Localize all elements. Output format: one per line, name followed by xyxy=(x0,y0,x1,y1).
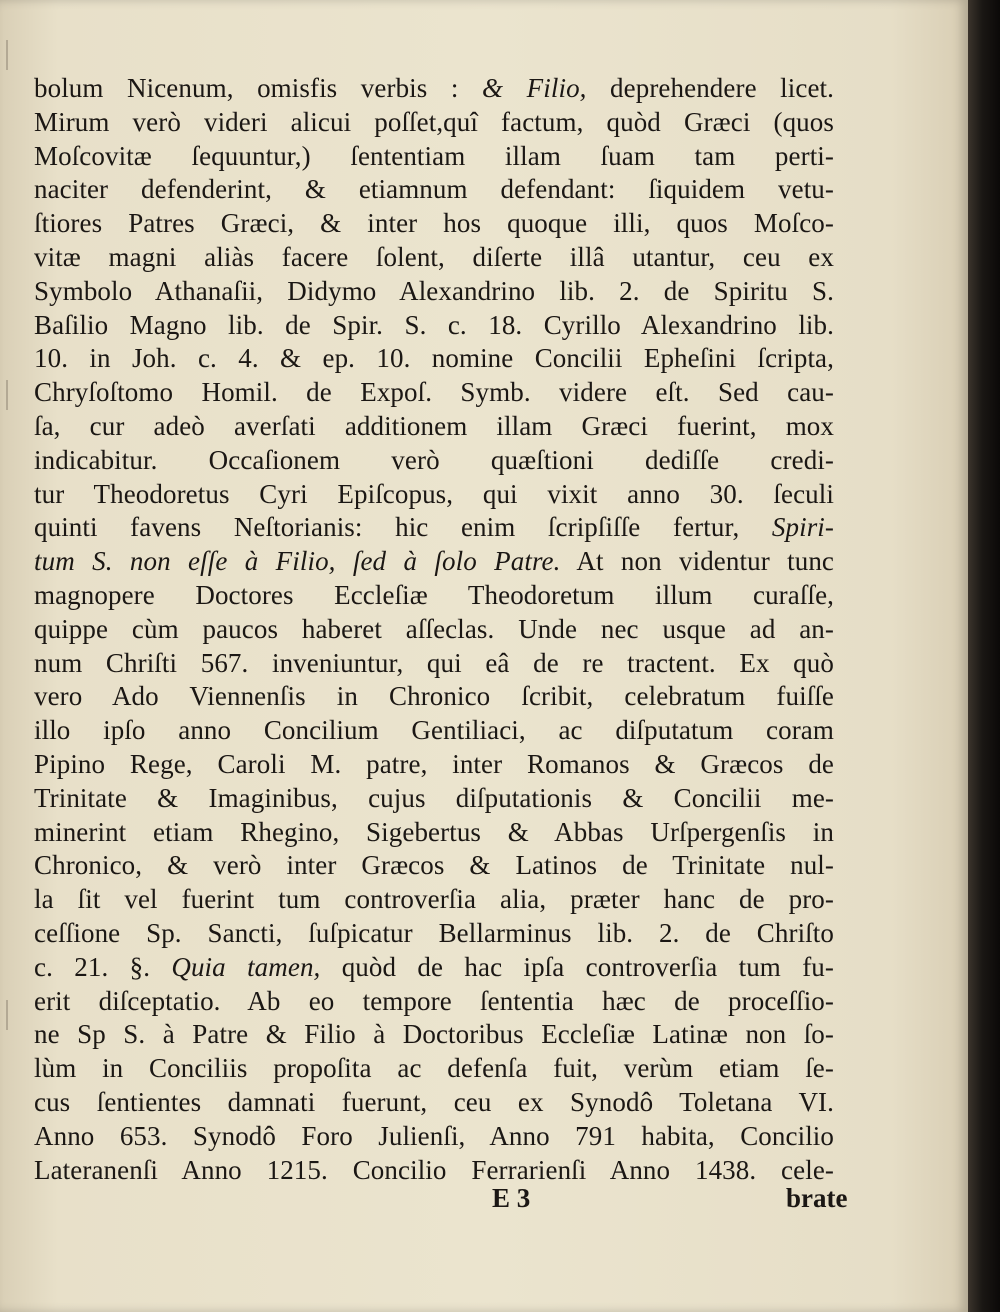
text-line xyxy=(34,1084,834,1120)
text-line xyxy=(34,205,834,241)
roman-text: vitæ magni aliàs facere ſolent, diſerte illâ utantur, ceu ex xyxy=(34,242,834,272)
roman-text: ne Sp S. à Patre & Filio à Doctoribus Eccleſiæ Latinæ non ſo- xyxy=(34,1019,834,1049)
roman-text: lùm in Conciliis propoſita ac defenſa fuit, verùm etiam ſe- xyxy=(34,1053,834,1083)
text-line xyxy=(34,476,834,512)
text-line xyxy=(34,712,834,748)
italic-text: Quia tamen, xyxy=(171,952,321,982)
page-footer xyxy=(0,1180,968,1216)
text-line xyxy=(34,543,834,579)
roman-text: vero Ado Viennenſis in Chronico ſcribit, celebratum fuiſſe xyxy=(34,681,834,711)
text-line xyxy=(34,983,834,1019)
roman-text: Moſcovitæ ſequuntur,) ſententiam illam ſuam tam perti- xyxy=(34,141,834,171)
roman-text: naciter defenderint, & etiamnum defendant: ſiquidem vetu- xyxy=(34,174,834,204)
roman-text: num Chriſti 567. inveniuntur, qui eâ de re tractent. Ex quò xyxy=(34,648,834,678)
roman-text: cus ſentientes damnati fuerunt, ceu ex Synodô Toletana VI. xyxy=(34,1087,834,1117)
roman-text: At non videntur tunc xyxy=(560,546,835,576)
roman-text: illo ipſo anno Concilium Gentiliaci, ac diſputatum coram xyxy=(34,715,834,745)
roman-text: minerint etiam Rhegino, Sigebertus & Abbas Urſpergenſis in xyxy=(34,817,834,847)
text-line xyxy=(34,577,834,613)
text-line xyxy=(34,408,834,444)
text-line xyxy=(34,104,834,140)
italic-text: & Filio, xyxy=(482,73,587,103)
page-edge-mark xyxy=(6,40,8,70)
text-line xyxy=(34,881,834,917)
text-line xyxy=(34,171,834,207)
roman-text: Chronico, & verò inter Græcos & Latinos de Trinitate nul- xyxy=(34,850,834,880)
text-line xyxy=(34,70,834,106)
text-line xyxy=(34,1118,834,1154)
signature-mark: E 3 xyxy=(492,1183,531,1213)
text-line xyxy=(34,847,834,883)
text-line xyxy=(34,645,834,681)
roman-text: tur Theodoretus Cyri Epiſcopus, qui vixit anno 30. ſeculi xyxy=(34,479,834,509)
text-line xyxy=(34,780,834,816)
text-line xyxy=(34,138,834,174)
roman-text: magnopere Doctores Eccleſiæ Theodoretum illum curaſſe, xyxy=(34,580,834,610)
page-edge-mark xyxy=(6,380,8,410)
roman-text: bolum Nicenum, omisfis verbis : xyxy=(34,73,483,103)
text-line xyxy=(34,273,834,309)
roman-text: Lateranenſi Anno 1215. Concilio Ferrarienſi Anno 1438. cele- xyxy=(34,1155,834,1185)
roman-text: Anno 653. Synodô Foro Julienſi, Anno 791 habita, Concilio xyxy=(34,1121,834,1151)
roman-text: Trinitate & Imaginibus, cujus diſputationis & Concilii me- xyxy=(34,783,834,813)
roman-text: deprehendere licet. xyxy=(586,73,835,103)
roman-text: Chryſoſtomo Homil. de Expoſ. Symb. videre eſt. Sed cau- xyxy=(34,377,834,407)
roman-text: ceſſione Sp. Sancti, ſuſpicatur Bellarminus lib. 2. de Chriſto xyxy=(34,918,834,948)
roman-text: indicabitur. Occaſionem verò quæſtioni dediſſe credi- xyxy=(34,445,834,475)
text-line xyxy=(34,239,834,275)
roman-text: ſa, cur adeò averſati additionem illam Græci fuerint, mox xyxy=(34,411,834,441)
roman-text: Symbolo Athanaſii, Didymo Alexandrino lib. 2. de Spiritu S. xyxy=(34,276,834,306)
text-line xyxy=(34,611,834,647)
catchword: brate xyxy=(786,1183,848,1213)
text-line xyxy=(34,915,834,951)
roman-text: quippe cùm paucos haberet aſſeclas. Unde nec usque ad an- xyxy=(34,614,834,644)
page-edge-mark xyxy=(6,1000,8,1030)
roman-text: quòd de hac ipſa controverſia tum fu- xyxy=(320,952,834,982)
roman-text: Mirum verò videri alicui poſſet,quî factum, quòd Græci (quos xyxy=(34,107,834,137)
text-line xyxy=(34,678,834,714)
text-line xyxy=(34,374,834,410)
roman-text: quinti favens Neſtorianis: hic enim ſcripſiſſe fertur, xyxy=(34,512,772,542)
roman-text: erit diſceptatio. Ab eo tempore ſententia hæc de proceſſio- xyxy=(34,986,834,1016)
text-line xyxy=(34,1016,834,1052)
text-line xyxy=(34,509,834,545)
text-line xyxy=(34,746,834,782)
text-line xyxy=(34,442,834,478)
book-gutter-edge xyxy=(968,0,1000,1312)
roman-text: Pipino Rege, Caroli M. patre, inter Romanos & Græcos de xyxy=(34,749,834,779)
italic-text: Spiri- xyxy=(771,512,834,542)
text-line xyxy=(34,1050,834,1086)
roman-text: c. 21. §. xyxy=(34,952,172,982)
roman-text: Baſilio Magno lib. de Spir. S. c. 18. Cyrillo Alexandrino lib. xyxy=(34,310,834,340)
text-line xyxy=(34,340,834,376)
text-line xyxy=(34,307,834,343)
roman-text: 10. in Joh. c. 4. & ep. 10. nomine Concilii Epheſini ſcripta, xyxy=(34,343,834,373)
italic-text: tum S. non eſſe à Filio, ſed à ſolo Patre. xyxy=(34,546,561,576)
roman-text: ſtiores Patres Græci, & inter hos quoque illi, quos Moſco- xyxy=(34,208,834,238)
text-line xyxy=(34,949,834,985)
roman-text: la ſit vel fuerint tum controverſia alia, præter hanc de pro- xyxy=(34,884,834,914)
text-line xyxy=(34,814,834,850)
